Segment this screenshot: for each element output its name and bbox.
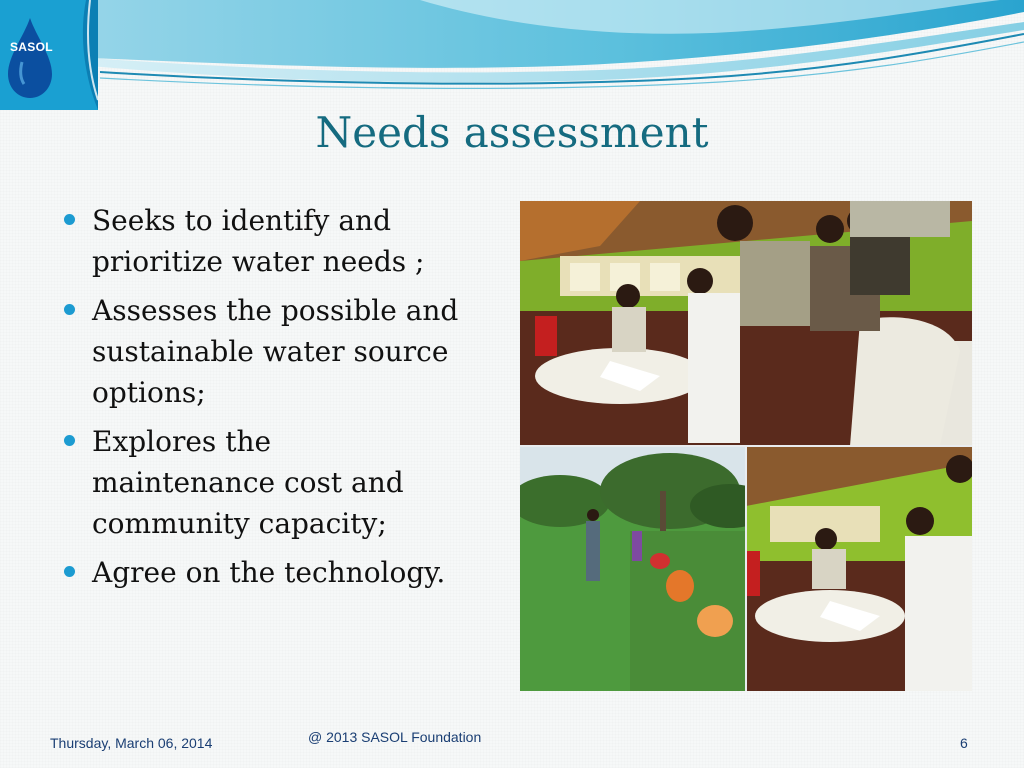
logo-text: SASOL [10, 40, 53, 54]
page-number: 6 [960, 735, 968, 751]
photo-field-outdoor [520, 446, 770, 691]
bullet-item [62, 552, 462, 593]
bullet-text: Seeks to identify and prioritize water needs ; [92, 204, 425, 278]
bullet-text: Explores the maintenance cost and community capacity; [92, 425, 404, 540]
slide-title: Needs assessment [315, 108, 709, 157]
bullet-item [62, 290, 462, 413]
footer-date: Thursday, March 06, 2014 [50, 735, 213, 751]
bullet-text: Agree on the technology. [92, 556, 446, 589]
bullet-dot-icon [64, 214, 75, 225]
header-wave-decoration [0, 0, 1024, 100]
photo-collage [520, 201, 972, 691]
bullet-dot-icon [64, 435, 75, 446]
sasol-logo [0, 0, 98, 110]
photo-meeting-indoor-top [520, 201, 972, 446]
bullet-item [62, 200, 462, 282]
bullet-item [62, 421, 462, 544]
bullet-dot-icon [64, 566, 75, 577]
bullet-list [62, 200, 462, 601]
bullet-dot-icon [64, 304, 75, 315]
footer-copyright: @ 2013 SASOL Foundation [308, 729, 482, 745]
water-drop-icon [0, 0, 98, 110]
photo-meeting-indoor-bottom [746, 446, 972, 691]
bullet-text: Assesses the possible and sustainable water source options; [92, 294, 459, 409]
